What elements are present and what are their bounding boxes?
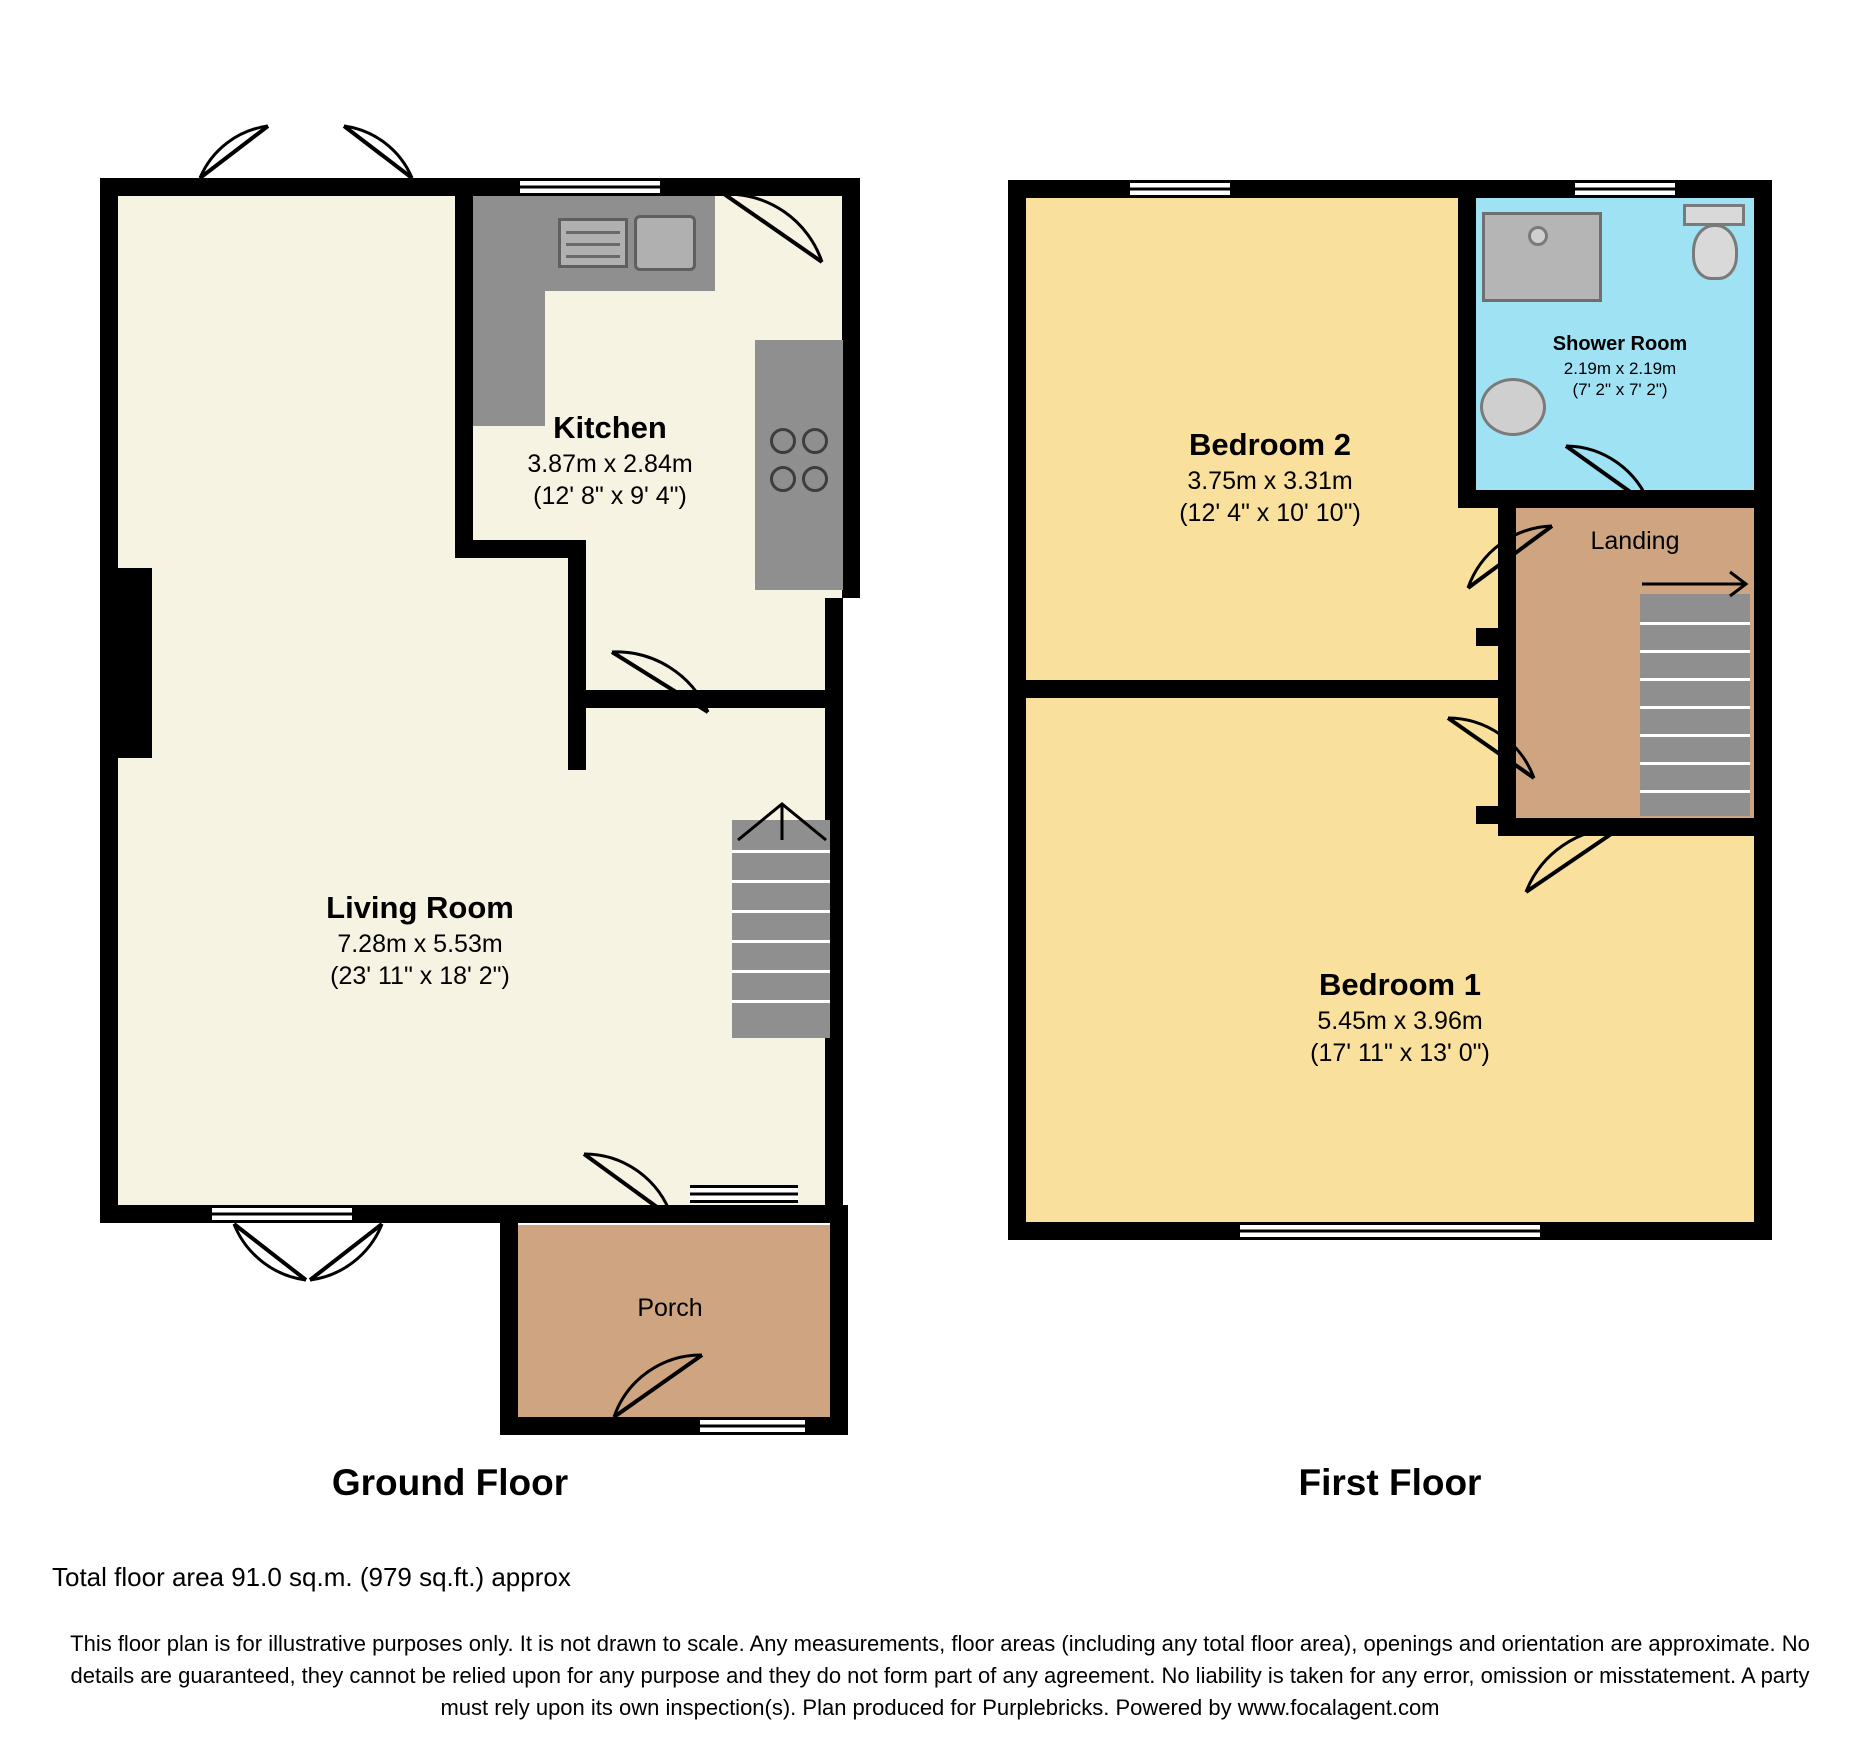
window-living-bottom-left [212, 1205, 352, 1223]
wall-ground-left-lower [100, 758, 118, 1223]
wall-landing-stub-top [1476, 628, 1516, 646]
window-bedroom1-bottom [1240, 1222, 1540, 1240]
kitchen-hob [762, 418, 836, 504]
wall-bed2-bed1-divider [1026, 680, 1516, 698]
door-kitchen-rear [722, 190, 830, 280]
window-porch-front [700, 1417, 805, 1435]
kitchen-worktop-left [473, 196, 545, 426]
wall-kitchen-living-step [455, 540, 585, 558]
ground-floor-title: Ground Floor [331, 1462, 569, 1503]
wall-landing-stub-bottom [1476, 806, 1516, 824]
door-bedroom1 [1442, 700, 1538, 784]
window-shower-top [1575, 180, 1675, 198]
kitchen-label: Kitchen 3.87m x 2.84m (12' 8" x 9' 4") [527, 410, 693, 510]
door-living-porch [580, 1148, 680, 1226]
first-floor-title: First Floor [1298, 1462, 1482, 1503]
toilet-pan [1692, 224, 1738, 280]
door-living-kitchen [608, 630, 716, 716]
stairs-ground-arrow [730, 800, 834, 846]
wall-ground-right-upper [842, 178, 860, 598]
wall-porch-right [830, 1205, 848, 1435]
landing-label: Landing [1590, 527, 1680, 555]
stairs-first [1640, 594, 1750, 816]
window-porch-side [690, 1185, 798, 1203]
door-bedroom2 [1462, 522, 1558, 606]
stairs-ground [732, 820, 830, 1038]
total-floor-area: Total floor area 91.0 sq.m. (979 sq.ft.) approx [52, 1562, 571, 1592]
wall-first-left [1008, 180, 1026, 1240]
shower-drain [1528, 226, 1548, 246]
door-landing-bedroom1 [1520, 820, 1630, 900]
door-living-top-bay [196, 120, 416, 182]
kitchen-drainer [558, 218, 628, 268]
shower-room-label: Shower Room 2.19m x 2.19m (7' 2" x 7' 2") [1552, 333, 1688, 400]
stairs-first-arrow [1638, 576, 1754, 616]
window-kitchen-top [520, 178, 660, 196]
wall-ground-left-upper [100, 178, 118, 568]
wall-living-dividing-lower [568, 690, 586, 770]
door-porch-front [608, 1345, 708, 1423]
bedroom2-label: Bedroom 2 3.75m x 3.31m (12' 4" x 10' 10") [1179, 427, 1361, 527]
door-shower-room [1560, 440, 1656, 514]
wall-first-right [1754, 180, 1772, 1240]
door-living-bottom-bay [230, 1222, 450, 1294]
shower-tray [1482, 212, 1602, 302]
wall-porch-left [500, 1205, 518, 1435]
wall-shower-left [1458, 198, 1476, 508]
kitchen-sink [634, 215, 696, 271]
toilet-cistern [1683, 204, 1745, 226]
porch-label: Porch [637, 1294, 703, 1322]
disclaimer-text: This floor plan is for illustrative purposes only. It is not drawn to scale. Any measurements, floor areas (including any total floor area), openings and orientation are approximate. No details are guaranteed, they cannot be relied upon for any purpose and they do not form part of any agreement. No liability is taken for any error, omission or misstatement. A party must rely upon its own inspection(s). Plan produced for Purplebricks. Powered by www.focalagent.com [70, 1631, 1810, 1720]
window-bedroom2-top [1130, 180, 1230, 198]
bedroom1-label: Bedroom 1 5.45m x 3.96m (17' 11" x 13' 0") [1310, 967, 1490, 1067]
wall-ground-left-chimney [100, 568, 152, 758]
living-room-label: Living Room 7.28m x 5.53m (23' 11" x 18' 2") [326, 890, 514, 990]
